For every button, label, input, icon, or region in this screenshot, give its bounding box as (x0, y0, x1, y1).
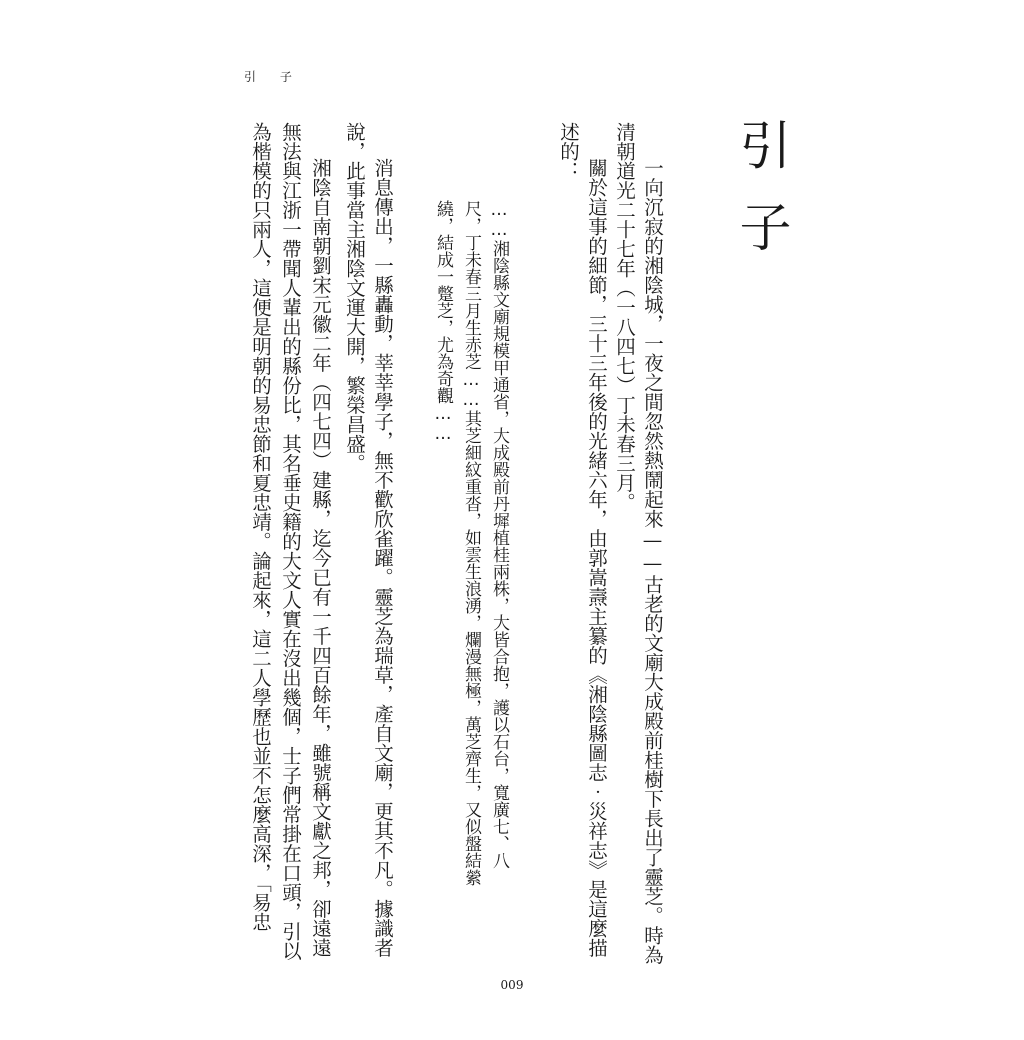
text-column: 清朝道光二十七年（一八四七）丁未春三月。 (613, 122, 636, 512)
text-column: 說，此事當主湘陰文運大開，繁榮昌盛。 (343, 122, 366, 473)
quote-column: ……湘陰縣文廟規模甲通省，大成殿前丹墀植桂兩株，大皆合抱，護以石台，寬廣七、八 (489, 200, 509, 869)
text-column: 無法與江浙一帶聞人輩出的縣份比，其名垂史籍的大文人實在沒出幾個，士子們常掛在口頭，引以 (279, 122, 302, 961)
text-column: 關於這事的細節，三十三年後的光緒六年，由郭嵩燾主纂的《湘陰縣圖志‧災祥志》是這麼描 (585, 158, 608, 958)
text-column: 一向沉寂的湘陰城，一夜之間忽然熱鬧起來——古老的文廟大成殿前桂樹下長出了靈芝。時為 (641, 158, 664, 965)
text-column: 述的： (557, 122, 580, 181)
text-column: 湘陰自南朝劉宋元徽二年（四七四）建縣，迄今已有一千四百餘年，雖號稱文獻之邦，卻遠遠 (309, 158, 332, 958)
page-number: 009 (500, 978, 524, 992)
running-head: 引 子 (244, 70, 302, 84)
quote-column: 尺，丁未春三月生赤芝……其芝細紋重沓，如雲生浪湧，爛漫無極，萬芝齊生，又似盤結縈 (461, 200, 481, 886)
text-column: 為楷模的只兩人，這便是明朝的易忠節和夏忠靖。論起來，這二人學歷也並不怎麼高深，「易忠 (249, 122, 272, 932)
quote-column: 繞，結成一蹩芝，尤為奇觀…… (433, 200, 453, 444)
text-column: 消息傳出，一縣轟動，莘莘學子，無不歡欣雀躍。靈芝為瑞草，產自文廟，更其不凡。據識者 (371, 158, 394, 958)
chapter-title: 引子 (730, 118, 790, 282)
